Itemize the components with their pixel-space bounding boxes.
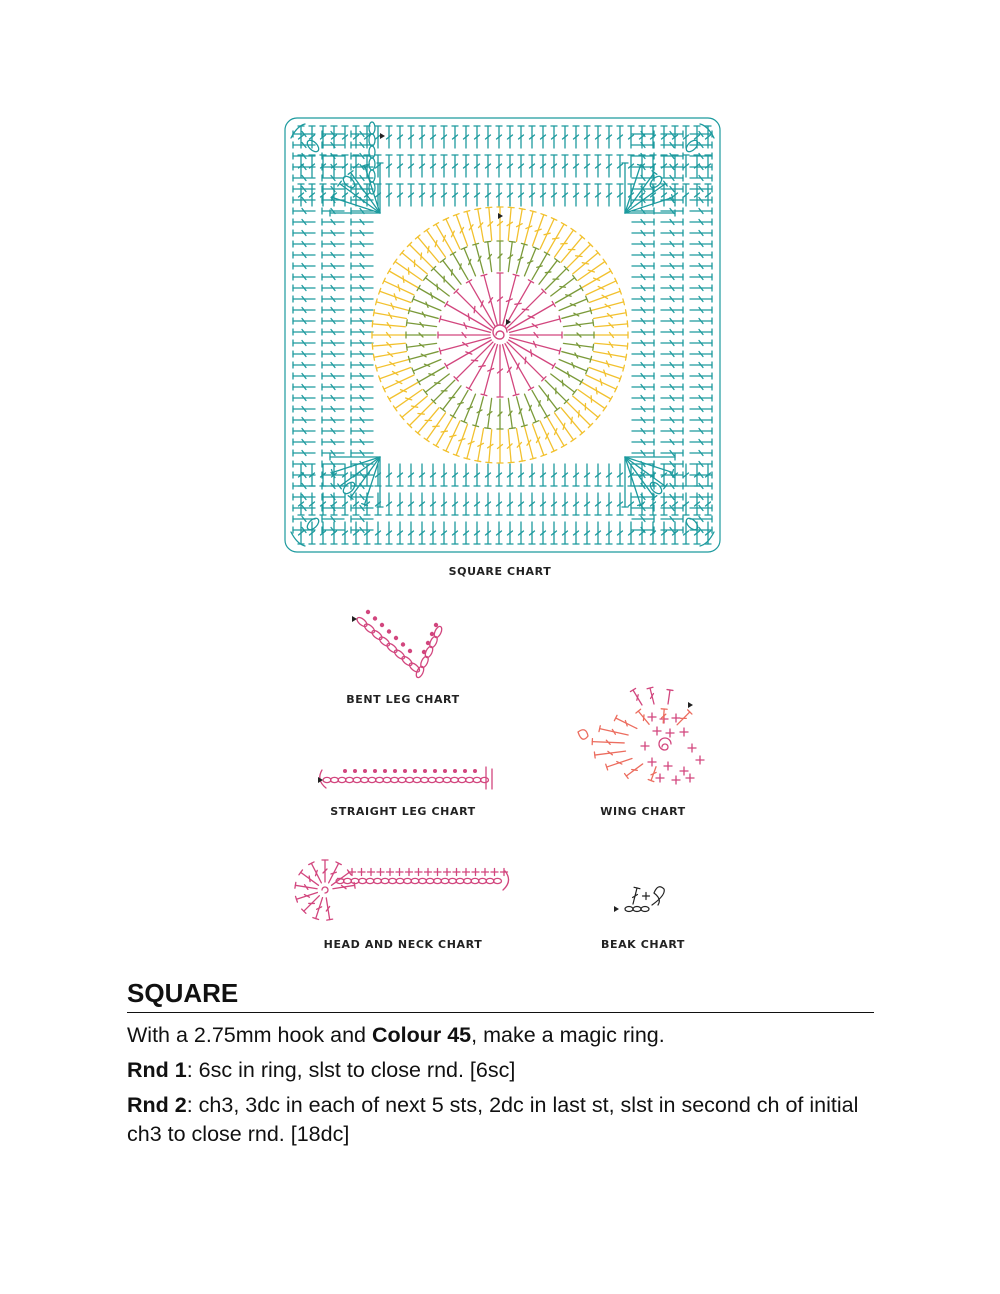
bent-leg-chart (352, 610, 443, 679)
straight-leg-chart (318, 767, 492, 789)
wing-chart-caption: WING CHART (600, 805, 686, 818)
round-1-text: : 6sc in ring, slst to close rnd. [6sc] (186, 1058, 516, 1082)
round-2-label: Rnd 2 (127, 1093, 187, 1117)
straight-leg-chart-caption: STRAIGHT LEG CHART (330, 805, 476, 818)
round-2-instruction (127, 1091, 874, 1149)
intro-text-suffix: , make a magic ring. (471, 1023, 665, 1047)
bent-leg-chart-caption: BENT LEG CHART (346, 693, 460, 706)
head-and-neck-chart (295, 860, 509, 920)
square-chart (285, 118, 720, 552)
square-outer-rounds (285, 118, 720, 552)
round-1-label: Rnd 1 (127, 1058, 187, 1082)
wing-chart (578, 687, 704, 784)
head-and-neck-stitches (295, 860, 509, 920)
round-2-text: : ch3, 3dc in each of next 5 sts, 2dc in last st, slst in second ch of initial ch3 to close rnd. [18dc] (127, 1093, 859, 1146)
beak-chart (614, 887, 664, 912)
bent-leg-chain (355, 616, 443, 679)
intro-paragraph (127, 1021, 874, 1050)
heading-divider (127, 1012, 874, 1013)
head-and-neck-chart-caption: HEAD AND NECK CHART (323, 938, 483, 951)
square-round-green (406, 241, 594, 429)
square-round-pink (438, 273, 562, 397)
intro-text-prefix: With a 2.75mm hook and (127, 1023, 372, 1047)
round-1-instruction (127, 1056, 874, 1085)
wing-stitches (630, 687, 704, 784)
beak-stitches (625, 887, 664, 912)
magic-ring-symbol (493, 325, 507, 339)
section-heading: SQUARE (127, 978, 239, 1008)
colour-name: Colour 45 (371, 1023, 472, 1047)
beak-chart-caption: BEAK CHART (600, 938, 686, 951)
wing-outer-stitches (578, 709, 692, 782)
square-chart-caption: SQUARE CHART (448, 565, 552, 578)
